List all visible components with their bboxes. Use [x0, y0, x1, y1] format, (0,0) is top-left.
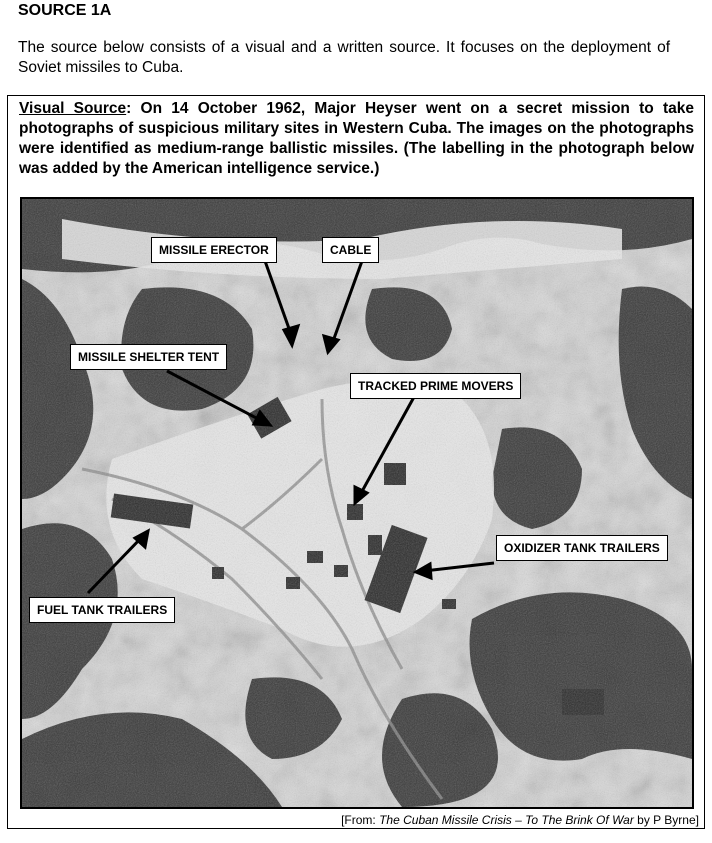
label-oxidizer-tank-trailers: OXIDIZER TANK TRAILERS: [496, 535, 668, 561]
aerial-photograph: [20, 197, 694, 809]
label-tracked-prime-movers: TRACKED PRIME MOVERS: [350, 373, 521, 399]
credit-title: The Cuban Missile Crisis – To The Brink Of War: [379, 813, 634, 827]
source-credit: [339, 813, 701, 827]
intro-paragraph: The source below consists of a visual and a written source. It focuses on the deployment of Soviet missiles to Cuba.: [18, 39, 670, 76]
visual-source-description: [19, 99, 694, 179]
visual-source-text: : On 14 October 1962, Major Heyser went on a secret mission to take photographs of suspicious military sites in Western Cuba. The images on the photographs were identified as medium-range ballistic missiles. (The labelling in the photograph below was added by the American intelligence service.): [19, 100, 694, 177]
label-cable: CABLE: [322, 237, 379, 263]
label-missile-erector: MISSILE ERECTOR: [151, 237, 277, 263]
source-heading: SOURCE 1A: [18, 2, 112, 19]
label-missile-shelter-tent: MISSILE SHELTER TENT: [70, 344, 227, 370]
aerial-photo-image: [22, 199, 692, 807]
label-fuel-tank-trailers: FUEL TANK TRAILERS: [29, 597, 175, 623]
credit-suffix: by P Byrne]: [633, 813, 699, 827]
credit-prefix: [From:: [341, 813, 380, 827]
visual-source-label: Visual Source: [19, 100, 127, 117]
visual-source-box: [7, 95, 705, 829]
